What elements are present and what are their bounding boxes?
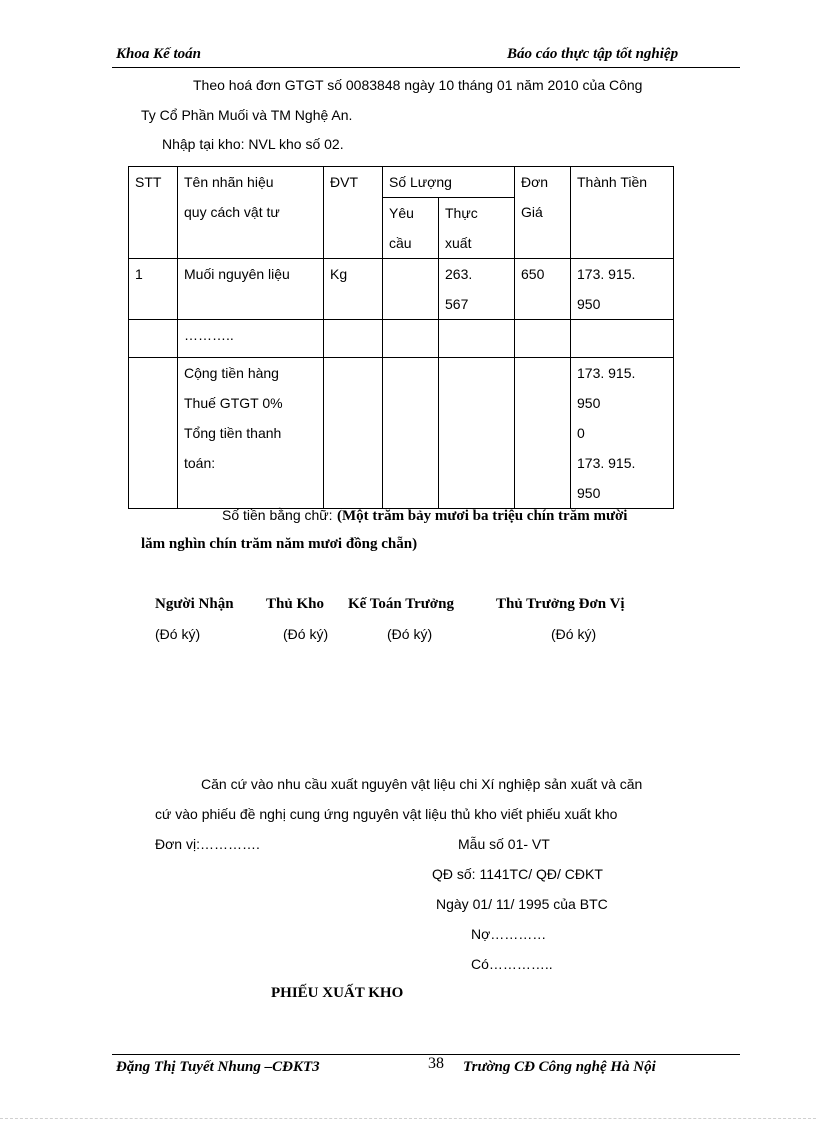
cell-empty [515,320,571,358]
header-unit-label: ĐVT [330,174,358,190]
signature-role-chief-accountant: Kế Toán Trưởng [348,596,454,612]
header-name-line-1: Tên nhãn hiệu [184,174,274,190]
header-price-line-1: Đơn [521,174,549,190]
page-edge-line [0,1118,816,1119]
header-unit [324,167,383,259]
header-total [571,167,674,259]
invoice-table [128,166,674,509]
decision-date: Ngày 01/ 11/ 1995 của BTC [436,896,608,912]
cell-stt-text: 1 [135,266,143,282]
table-summary-row [129,358,674,509]
header-price-line-2: Giá [521,204,543,220]
cell-name [178,259,324,320]
summary-values [571,358,674,509]
header-quantity [383,167,515,198]
cell-ellipsis [178,320,324,358]
summary-total-label-1: Tổng tiền thanh [184,425,282,441]
summary-labels [178,358,324,509]
credit-account: Có………….. [471,956,553,972]
cell-stt [129,259,178,320]
signature-role-director: Thủ Trưởng Đơn Vị [496,596,625,612]
cell-requested [383,259,439,320]
summary-value-3: 0 [577,425,585,441]
signature-sign-receiver: (Đó ký) [155,626,201,642]
cell-empty [129,358,178,509]
footer-rule [112,1054,740,1055]
cell-empty [129,320,178,358]
summary-value-1: 173. 915. [577,365,636,381]
footer-school: Trường CĐ Công nghệ Hà Nội [463,1059,656,1075]
header-price [515,167,571,259]
document-title: PHIẾU XUẤT KHO [271,985,404,1001]
summary-vat-label: Thuế GTGT 0% [184,395,283,411]
intro-line-3: Nhập tại kho: NVL kho số 02. [162,136,344,152]
signature-sign-storekeeper: (Đó ký) [283,626,329,642]
table-row [129,259,674,320]
cell-total [571,259,674,320]
header-name-line-2: quy cách vật tư [184,204,280,220]
header-total-label: Thành Tiền [577,174,648,190]
summary-value-2: 950 [577,395,601,411]
cell-actual-line-1: 263. [445,266,473,282]
cell-actual-line-2: 567 [445,296,469,312]
cell-ellipsis-text: ……….. [184,327,234,343]
debit-account: Nợ………… [471,926,547,942]
cell-total-line-2: 950 [577,296,601,312]
header-rule [112,67,740,68]
signature-sign-chief-accountant: (Đó ký) [387,626,433,642]
section2-unit: Đơn vị:…………. [155,836,260,852]
header-stt [129,167,178,259]
header-right: Báo cáo thực tập tốt nghiệp [507,46,679,62]
cell-actual [439,259,515,320]
header-actual-line-1: Thực [445,205,478,221]
form-number: Mẫu số 01- VT [458,836,550,852]
cell-empty [383,358,439,509]
header-actual [439,198,515,259]
header-actual-line-2: xuất [445,235,472,251]
cell-total-line-1: 173. 915. [577,266,636,282]
section2-line-2: cứ vào phiếu đề nghị cung ứng nguyên vật liệu thủ kho viết phiếu xuất kho [155,806,618,822]
amount-words-line-1 [222,507,627,525]
table-row [129,320,674,358]
header-requested-line-1: Yêu [389,205,414,221]
intro-line-1: Theo hoá đơn GTGT số 0083848 ngày 10 tháng 01 năm 2010 của Công [193,77,643,93]
header-name [178,167,324,259]
header-stt-label: STT [135,174,162,190]
summary-subtotal-label: Cộng tiền hàng [184,365,279,381]
decision-number: QĐ số: 1141TC/ QĐ/ CĐKT [432,866,603,882]
summary-value-5: 950 [577,485,601,501]
amount-words-text-1: (Một trăm bảy mươi ba triệu chín trăm mười [337,508,628,524]
intro-line-2: Ty Cổ Phần Muối và TM Nghệ An. [141,107,353,123]
header-requested-line-2: cầu [389,235,412,251]
cell-price [515,259,571,320]
header-left: Khoa Kế toán [116,46,202,62]
cell-empty [515,358,571,509]
cell-price-text: 650 [521,266,545,282]
cell-empty [571,320,674,358]
cell-name-text: Muối nguyên liệu [184,266,290,282]
cell-unit [324,259,383,320]
cell-empty [383,320,439,358]
signature-sign-director: (Đó ký) [551,626,597,642]
summary-value-4: 173. 915. [577,455,636,471]
cell-empty [324,320,383,358]
footer-author: Đặng Thị Tuyết Nhung –CĐKT3 [116,1059,320,1075]
summary-total-label-2: toán: [184,455,216,471]
page-number: 38 [428,1055,444,1072]
cell-empty [439,320,515,358]
amount-words-label: Số tiền bằng chữ: [222,507,333,523]
cell-unit-text: Kg [330,266,348,282]
cell-empty [324,358,383,509]
section2-line-1: Căn cứ vào nhu cầu xuất nguyên vật liệu chi Xí nghiệp sản xuất và căn [201,776,643,792]
signature-role-storekeeper: Thủ Kho [266,596,324,612]
cell-empty [439,358,515,509]
header-quantity-label: Số Lượng [389,174,452,190]
table-header-row [129,167,674,198]
header-requested [383,198,439,259]
signature-role-receiver: Người Nhận [155,596,234,612]
amount-words-text-2: lăm nghìn chín trăm năm mươi đồng chẵn) [141,536,418,552]
